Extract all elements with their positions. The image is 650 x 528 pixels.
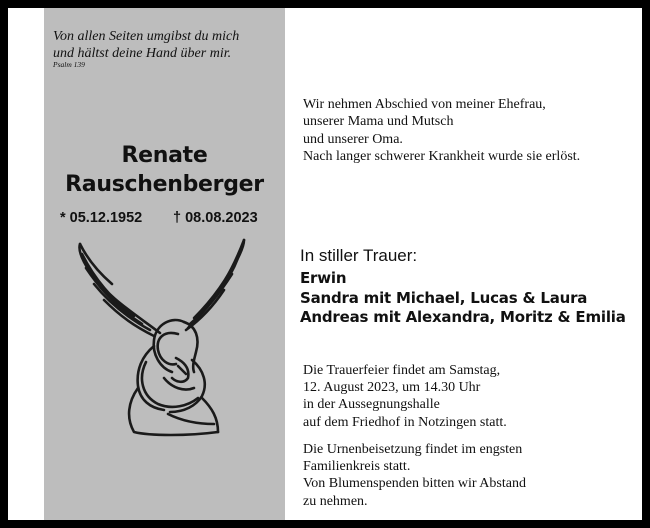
intro-text	[303, 96, 580, 166]
urn-line: zu nehmen.	[303, 493, 368, 509]
intro-line: und unserer Oma.	[303, 131, 403, 147]
mourners-list	[300, 269, 626, 328]
urn-line: Die Urnenbeisetzung findet im engsten	[303, 442, 523, 457]
psalm-quote	[53, 28, 283, 62]
ceremony-line: 12. August 2023, um 14.30 Uhr	[303, 380, 481, 396]
psalm-source: Psalm 139	[53, 60, 85, 69]
mourner-entry: Erwin	[300, 269, 347, 287]
mourner-entry: Sandra mit Michael, Lucas & Laura	[300, 288, 588, 307]
urn-info	[303, 441, 526, 510]
last-name: Rauschenberger	[65, 172, 264, 197]
angel-icon	[68, 238, 258, 438]
urn-line: Von Blumenspenden bitten wir Abstand	[303, 476, 526, 492]
ceremony-line: auf dem Friedhof in Notzingen statt.	[303, 414, 507, 430]
mourner-entry: Andreas mit Alexandra, Moritz & Emilia	[300, 308, 626, 326]
death-date: † 08.08.2023	[173, 210, 258, 226]
intro-line: Wir nehmen Abschied von meiner Ehefrau,	[303, 97, 546, 112]
intro-line: unserer Mama und Mutsch	[303, 114, 454, 130]
intro-line: Nach langer schwerer Krankheit wurde sie erlöst.	[303, 149, 581, 165]
deceased-name	[44, 141, 285, 199]
ceremony-line: in der Aussegnungshalle	[303, 397, 440, 413]
psalm-quote-line: und hältst deine Hand über mir.	[53, 46, 232, 61]
ceremony-info	[303, 362, 507, 431]
ceremony-line: Die Trauerfeier findet am Samstag,	[303, 363, 501, 378]
first-name: Renate	[121, 143, 208, 168]
psalm-quote-line: Von allen Seiten umgibst du mich	[53, 29, 240, 44]
birth-date: * 05.12.1952	[60, 210, 143, 226]
urn-line: Familienkreis statt.	[303, 459, 411, 475]
mourners-heading: In stiller Trauer:	[300, 246, 418, 265]
obituary-card	[8, 8, 642, 520]
